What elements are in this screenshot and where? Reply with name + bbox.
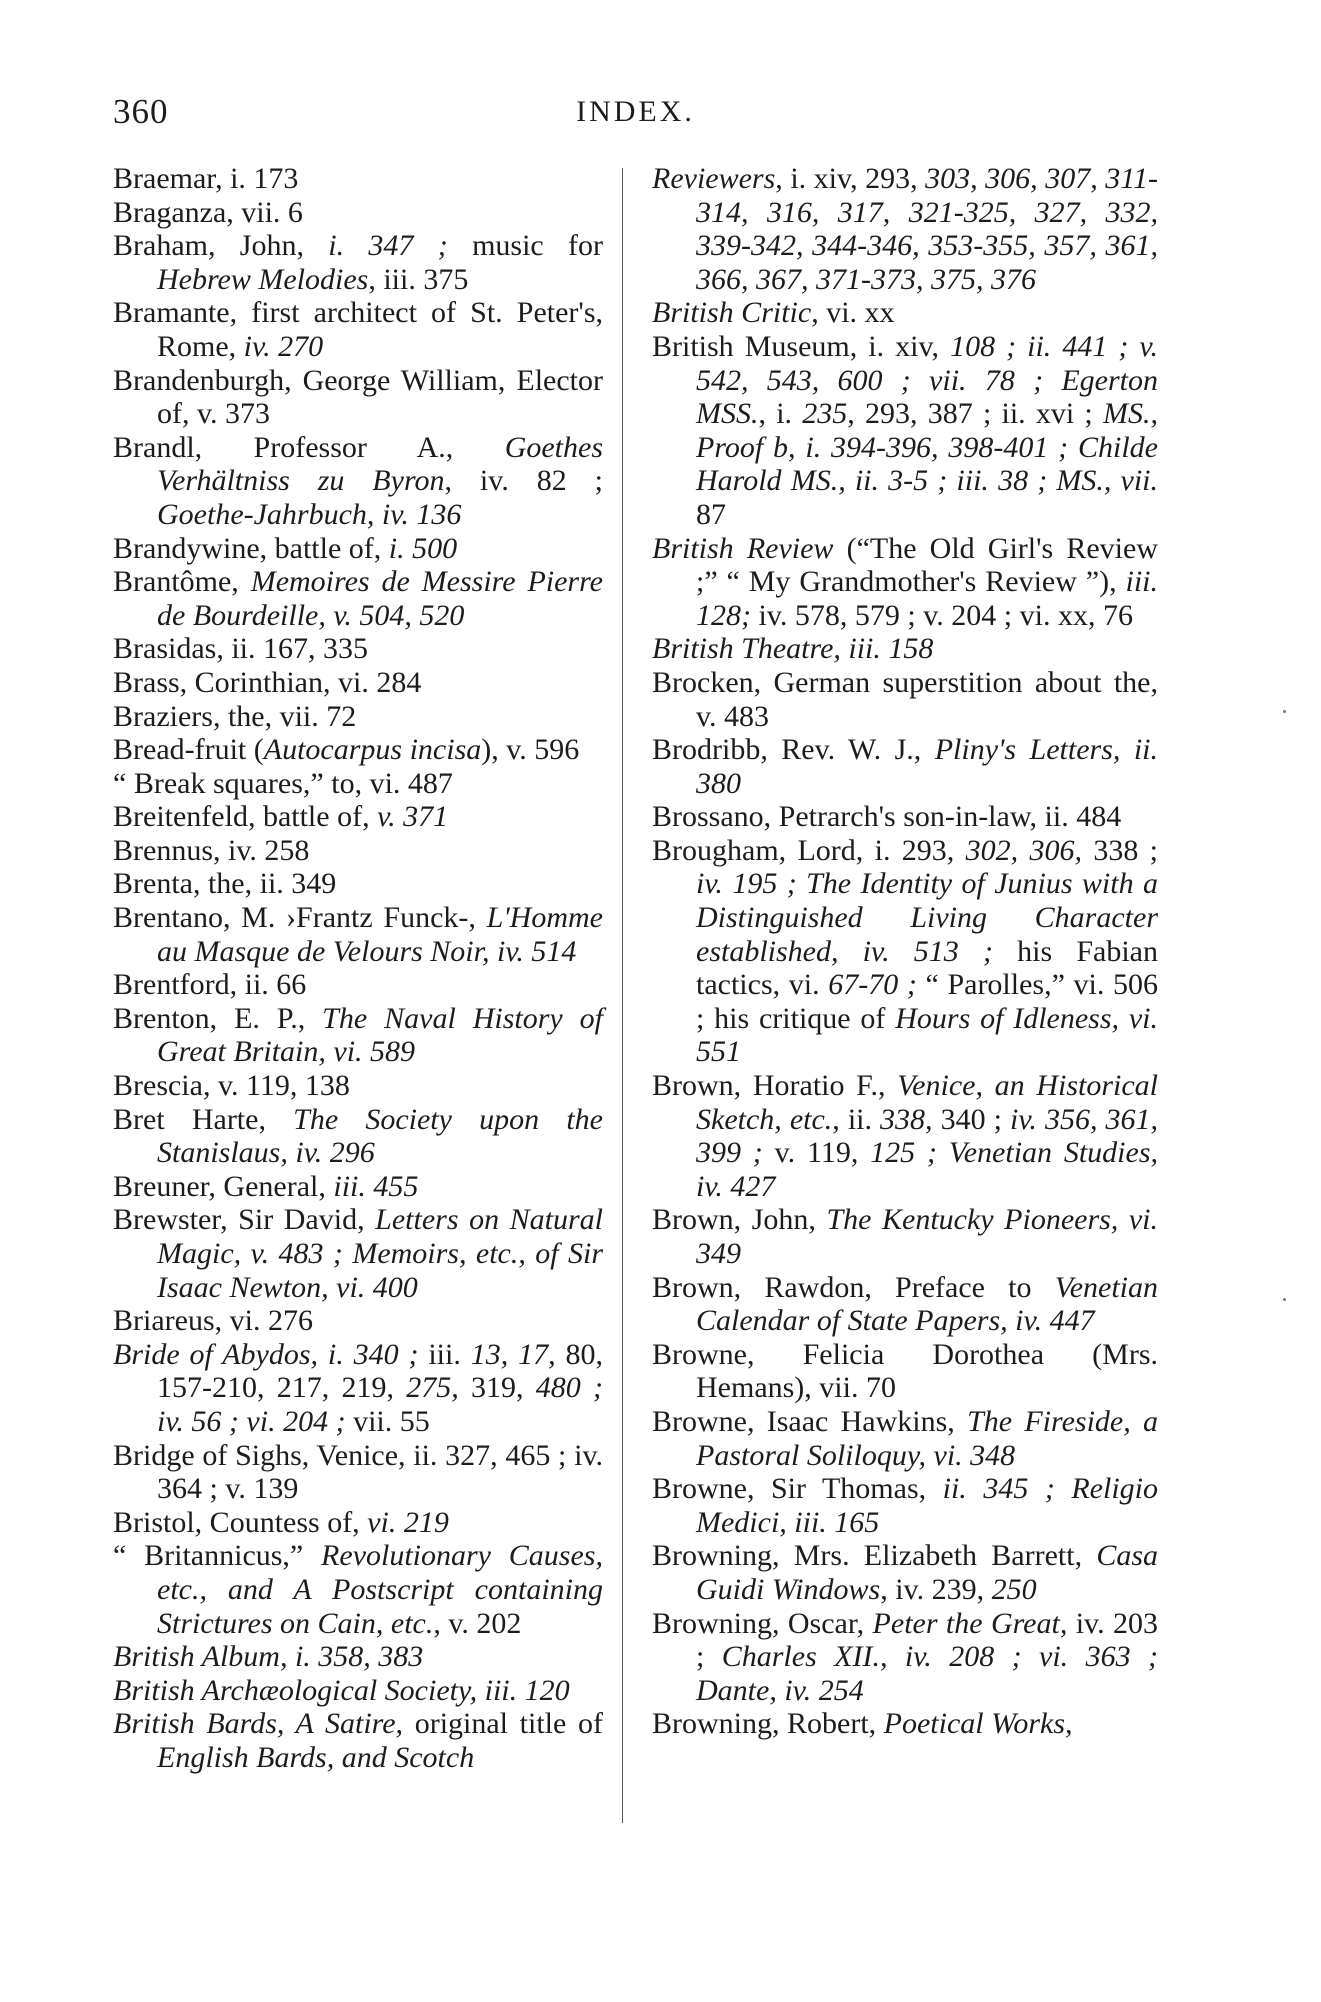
index-entry: Briareus, vi. 276 [113, 1304, 313, 1338]
index-entry: Braganza, vii. 6 [113, 195, 303, 229]
index-entry: “ Break squares,” to, vi. 487 [113, 766, 453, 800]
index-entry: Bridge of Sighs, Venice, ii. 327, 465 ; iv. 364 ; v. 139 [113, 1438, 603, 1506]
index-column-left [113, 162, 603, 1775]
index-entry: Brown, Rawdon, Preface to Venetian Calendar of State Papers, iv. 447 [652, 1270, 1158, 1338]
index-entry: Brenton, E. P., The Naval History of Great Britain, vi. 589 [113, 1001, 603, 1069]
index-entry: Bret Harte, The Society upon the Stanislaus, iv. 296 [113, 1102, 603, 1170]
index-entry: Browne, Isaac Hawkins, The Fireside, a Pastoral Soliloquy, vi. 348 [652, 1404, 1158, 1472]
paper-speck [1283, 710, 1286, 713]
index-entry: Brass, Corinthian, vi. 284 [113, 665, 422, 699]
index-entry: “ Britannicus,” Revolutionary Causes, etc., and A Postscript containing Strictures on Cain, etc., v. 202 [113, 1539, 603, 1640]
index-entry: British Critic, vi. xx [652, 296, 895, 330]
column-divider [622, 168, 623, 1823]
index-entry: Brown, John, The Kentucky Pioneers, vi. 349 [652, 1203, 1159, 1270]
index-entry: Brewster, Sir David, Letters on Natural Magic, v. 483 ; Memoirs, etc., of Sir Isaac Newton, vi. 400 [113, 1203, 603, 1304]
index-entry: Brentano, M. ›Frantz Funck-, L'Homme au Masque de Velours Noir, iv. 514 [113, 901, 603, 968]
running-head: INDEX. [576, 95, 695, 128]
page-number: 360 [113, 92, 169, 131]
index-entry: Brown, Horatio F., Venice, an Historical Sketch, etc., ii. 338, 340 ; iv. 356, 361, 399 ; v. 119, 125 ; Venetian Studies, iv. 427 [652, 1069, 1159, 1203]
index-entry: Browning, Robert, Poetical Works, [652, 1707, 1073, 1741]
index-entry: British Bards, A Satire, original title of English Bards, and Scotch [113, 1707, 603, 1774]
paper-speck [1283, 1298, 1286, 1301]
index-entry: Browning, Mrs. Elizabeth Barrett, Casa Guidi Windows, iv. 239, 250 [652, 1539, 1158, 1606]
page-header [113, 92, 1158, 132]
index-entry: Brenta, the, ii. 349 [113, 867, 337, 901]
index-entry: Brougham, Lord, i. 293, 302, 306, 338 ; iv. 195 ; The Identity of Junius with a Distinguished Living Character established, iv. 513 ; his Fabian tactics, vi. 67-70 ; “ Parolles,” vi. 506 ; his critique of Hours of Idleness, vi. 551 [652, 833, 1159, 1069]
index-entry: British Museum, i. xiv, 108 ; ii. 441 ; v. 542, 543, 600 ; vii. 78 ; Egerton MSS., i. 235, 293, 387 ; ii. xvi ; MS., Proof b, i. 394-396, 398-401 ; Childe Harold MS., ii. 3-5 ; iii. 38 ; MS., vii. 87 [652, 329, 1158, 531]
index-entry: Breuner, General, iii. 455 [113, 1169, 419, 1203]
index-entry: Braziers, the, vii. 72 [113, 699, 357, 733]
index-entry: Brescia, v. 119, 138 [113, 1069, 350, 1103]
index-entry: Brennus, iv. 258 [113, 833, 310, 867]
index-entry: British Theatre, iii. 158 [652, 632, 934, 666]
index-entry: Browne, Felicia Dorothea (Mrs. Hemans), vii. 70 [652, 1337, 1158, 1405]
index-entry: Brantôme, Memoires de Messire Pierre de Bourdeille, v. 504, 520 [113, 565, 603, 632]
index-entry: Brandenburgh, George William, Elector of, v. 373 [113, 363, 603, 431]
index-entry: Bride of Abydos, i. 340 ; iii. 13, 17, 80, 157-210, 217, 219, 275, 319, 480 ; iv. 56 ; vi. 204 ; vii. 55 [113, 1337, 604, 1438]
index-entry: Brandywine, battle of, i. 500 [113, 531, 458, 565]
index-entry: Brocken, German superstition about the, v. 483 [652, 665, 1158, 733]
index-entry: British Archæological Society, iii. 120 [113, 1673, 570, 1707]
index-entry: Bramante, first architect of St. Peter's, Rome, iv. 270 [113, 296, 603, 363]
index-entry: British Review (“The Old Girl's Review ;” “ My Grandmother's Review ”), iii. 128; iv. 578, 579 ; v. 204 ; vi. xx, 76 [652, 531, 1158, 632]
index-entry: Braham, John, i. 347 ; music for Hebrew Melodies, iii. 375 [113, 229, 604, 296]
index-entry: Brossano, Petrarch's son-in-law, ii. 484 [652, 800, 1122, 834]
index-entry: Browning, Oscar, Peter the Great, iv. 203 ; Charles XII., iv. 208 ; vi. 363 ; Dante, iv. 254 [652, 1606, 1158, 1707]
index-entry: Brasidas, ii. 167, 335 [113, 632, 368, 666]
index-entry: British Album, i. 358, 383 [113, 1640, 424, 1674]
index-column-right [652, 162, 1158, 1741]
index-entry: Braemar, i. 173 [113, 162, 299, 195]
index-entry: Reviewers, i. xiv, 293, 303, 306, 307, 311-314, 316, 317, 321-325, 327, 332, 339-342, 344-346, 353-355, 357, 361, 366, 367, 371-373, 375, 376 [652, 162, 1158, 296]
index-entry: Bristol, Countess of, vi. 219 [113, 1505, 449, 1539]
index-entry: Brandl, Professor A., Goethes Verhältniss zu Byron, iv. 82 ; Goethe-Jahrbuch, iv. 136 [113, 430, 603, 531]
index-entry: Browne, Sir Thomas, ii. 345 ; Religio Medici, iii. 165 [652, 1472, 1158, 1539]
index-entry: Breitenfeld, battle of, v. 371 [113, 800, 449, 834]
index-entry: Brodribb, Rev. W. J., Pliny's Letters, ii. 380 [652, 733, 1159, 800]
index-entry: Brentford, ii. 66 [113, 968, 307, 1002]
index-entry: Bread-fruit (Autocarpus incisa), v. 596 [113, 733, 580, 767]
